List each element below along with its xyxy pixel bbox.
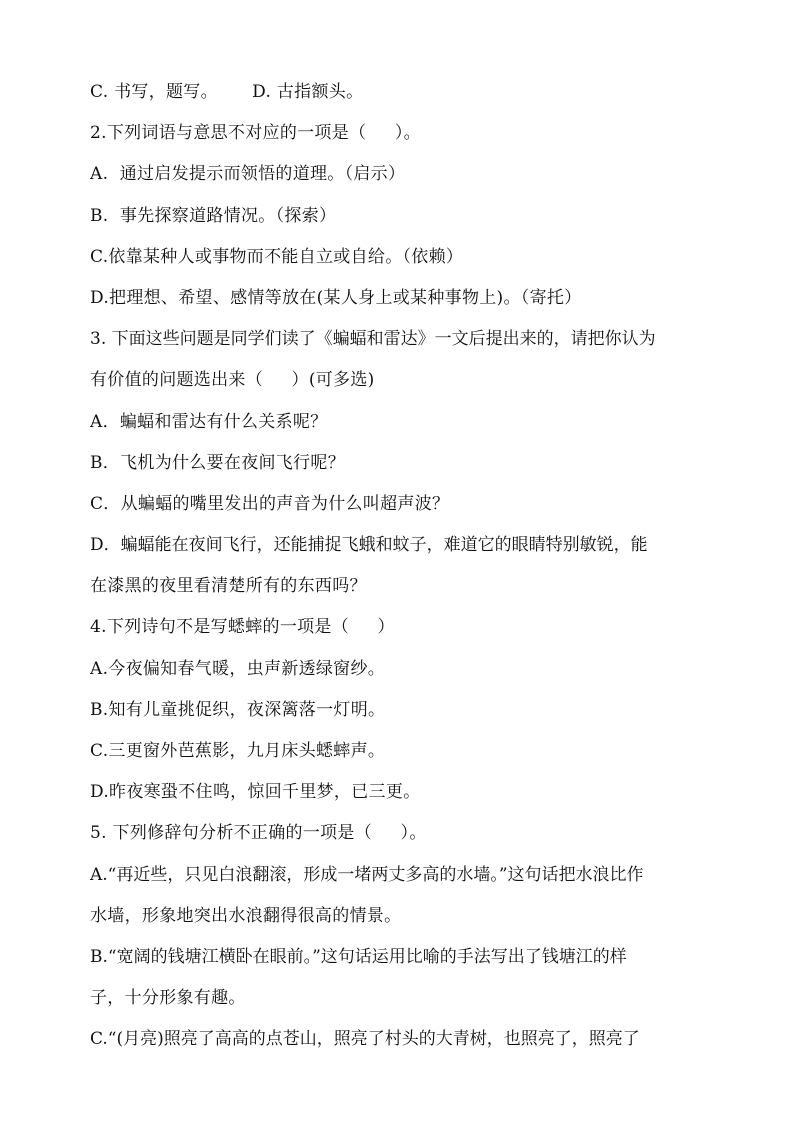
question-3-stem-cont: 有价值的问题选出来（ ）(可多选) xyxy=(90,370,375,391)
text-line: C. 书写，题写。 D. 古指额头。 xyxy=(90,82,364,102)
question-3-option-d-cont: 在漆黑的夜里看清楚所有的东西吗？ xyxy=(90,576,367,597)
question-5-stem: 5. 下列修辞句分析不正确的一项是（ ）。 xyxy=(90,823,427,844)
question-5-option-c: C.“(月亮)照亮了高高的点苍山，照亮了村头的大青树，也照亮了，照亮了 xyxy=(90,1029,640,1050)
question-5-option-b-cont: 子，十分形象有趣。 xyxy=(90,988,246,1009)
question-4-option-b: B.知有儿童挑促织，夜深篱落一灯明。 xyxy=(90,699,386,720)
question-4-option-d: D.昨夜寒蛩不住鸣，惊回千里梦，已三更。 xyxy=(90,782,421,803)
question-5-option-b: B.“宽阔的钱塘江横卧在眼前。”这句话运用比喻的手法写出了钱塘江的样 xyxy=(90,946,627,967)
question-text-block xyxy=(90,82,710,1071)
question-3-option-b: B．飞机为什么要在夜间飞行呢？ xyxy=(90,452,345,473)
question-5-option-a: A.“再近些，只见白浪翻滚，形成一堵两丈多高的水墙。”这句话把水浪比作 xyxy=(90,864,644,885)
question-2-option-d: D.把理想、希望、感情等放在(某人身上或某种事物上)。（寄托） xyxy=(90,287,582,308)
question-3-option-a: A．蝙蝠和雷达有什么关系呢？ xyxy=(90,411,328,432)
question-3-option-c: C．从蝙蝠的嘴里发出的声音为什么叫超声波？ xyxy=(90,493,450,514)
question-4-option-a: A.今夜偏知春气暖，虫声新透绿窗纱。 xyxy=(90,658,386,679)
question-3-option-d: D．蝙蝠能在夜间飞行，还能捕捉飞蛾和蚊子，难道它的眼睛特别敏锐，能 xyxy=(90,535,648,556)
question-2-option-c: C.依靠某种人或事物而不能自立或自给。（依赖） xyxy=(90,246,464,267)
question-2-option-b: B. 事先探察道路情况。（探索） xyxy=(90,205,337,226)
question-3-stem: 3. 下面这些问题是同学们读了《蝙蝠和雷达》一文后提出来的，请把你认为 xyxy=(90,329,656,350)
question-4-option-c: C.三更窗外芭蕉影，九月床头蟋蟀声。 xyxy=(90,741,386,761)
question-4-stem: 4.下列诗句不是写蟋蟀的一项是（ ） xyxy=(90,617,395,638)
question-2-stem: 2.下列词语与意思不对应的一项是（ ）。 xyxy=(90,123,421,144)
question-2-option-a: A. 通过启发提示而领悟的道理。（启示） xyxy=(90,164,406,185)
question-5-option-a-cont: 水墙，形象地突出水浪翻得很高的情景。 xyxy=(90,905,402,926)
